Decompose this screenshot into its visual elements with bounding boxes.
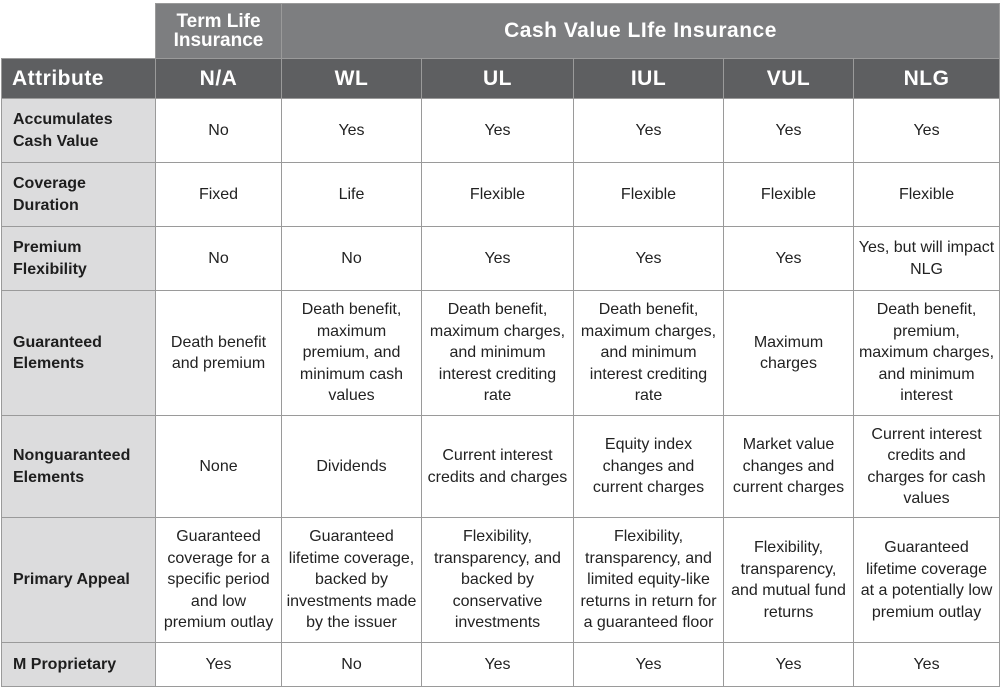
term-life-group-header: Term Life Insurance: [156, 4, 282, 59]
table-cell: Yes, but will impact NLG: [854, 227, 1000, 291]
table-cell: No: [156, 227, 282, 291]
table-cell: No: [282, 227, 422, 291]
row-label: Premium Flexibility: [2, 227, 156, 291]
col-header-iul: IUL: [574, 59, 724, 99]
table-cell: No: [156, 99, 282, 163]
table-cell: None: [156, 416, 282, 518]
table-cell: Guaranteed lifetime coverage, backed by investments made by the issuer: [282, 518, 422, 643]
table-cell: Yes: [282, 99, 422, 163]
table-row: [2, 99, 1000, 163]
table-cell: Maximum charges: [724, 291, 854, 416]
row-label: Coverage Duration: [2, 163, 156, 227]
table-cell: Yes: [422, 99, 574, 163]
table-cell: Guaranteed lifetime coverage at a potentially low premium outlay: [854, 518, 1000, 643]
table-row: [2, 291, 1000, 416]
table-cell: Death benefit, maximum charges, and minimum interest crediting rate: [574, 291, 724, 416]
table-row: [2, 227, 1000, 291]
table-cell: Dividends: [282, 416, 422, 518]
row-label: Nonguaranteed Elements: [2, 416, 156, 518]
table-cell: No: [282, 643, 422, 687]
table-cell: Yes: [574, 227, 724, 291]
group-header-row: [2, 4, 1000, 59]
table-cell: Current interest credits and charges: [422, 416, 574, 518]
table-cell: Market value changes and current charges: [724, 416, 854, 518]
table-cell: Death benefit, premium, maximum charges, and minimum interest: [854, 291, 1000, 416]
row-label: Accumulates Cash Value: [2, 99, 156, 163]
table-cell: Death benefit and premium: [156, 291, 282, 416]
row-label: Primary Appeal: [2, 518, 156, 643]
table-cell: Guaranteed coverage for a specific period and low premium outlay: [156, 518, 282, 643]
table-cell: Yes: [422, 227, 574, 291]
table-cell: Yes: [156, 643, 282, 687]
table-cell: Yes: [422, 643, 574, 687]
col-header-attribute: Attribute: [2, 59, 156, 99]
table-cell: Flexible: [574, 163, 724, 227]
table-cell: Equity index changes and current charges: [574, 416, 724, 518]
table-cell: Yes: [724, 227, 854, 291]
table-cell: Fixed: [156, 163, 282, 227]
row-label: Guaranteed Elements: [2, 291, 156, 416]
col-header-vul: VUL: [724, 59, 854, 99]
col-header-na: N/A: [156, 59, 282, 99]
table-cell: Flexible: [724, 163, 854, 227]
table-cell: Death benefit, maximum premium, and minimum cash values: [282, 291, 422, 416]
table-row: [2, 163, 1000, 227]
table-cell: Death benefit, maximum charges, and minimum interest crediting rate: [422, 291, 574, 416]
table-cell: Flexibility, transparency, and mutual fund returns: [724, 518, 854, 643]
table-cell: Flexible: [422, 163, 574, 227]
table-cell: Yes: [854, 643, 1000, 687]
cash-value-group-header: Cash Value LIfe Insurance: [282, 4, 1000, 59]
row-label: M Proprietary: [2, 643, 156, 687]
table-cell: Yes: [724, 99, 854, 163]
col-header-wl: WL: [282, 59, 422, 99]
table-cell: Life: [282, 163, 422, 227]
table-cell: Flexible: [854, 163, 1000, 227]
blank-corner: [2, 4, 156, 59]
table-row: [2, 643, 1000, 687]
table-row: [2, 518, 1000, 643]
table-cell: Yes: [724, 643, 854, 687]
table-cell: Flexibility, transparency, and backed by conservative investments: [422, 518, 574, 643]
table-cell: Flexibility, transparency, and limited equity-like returns in return for a guaranteed floor: [574, 518, 724, 643]
column-header-row: [2, 59, 1000, 99]
table-cell: Yes: [574, 99, 724, 163]
table-cell: Yes: [574, 643, 724, 687]
table-cell: Current interest credits and charges for cash values: [854, 416, 1000, 518]
col-header-nlg: NLG: [854, 59, 1000, 99]
comparison-table: [1, 3, 1000, 687]
table-cell: Yes: [854, 99, 1000, 163]
col-header-ul: UL: [422, 59, 574, 99]
table-row: [2, 416, 1000, 518]
